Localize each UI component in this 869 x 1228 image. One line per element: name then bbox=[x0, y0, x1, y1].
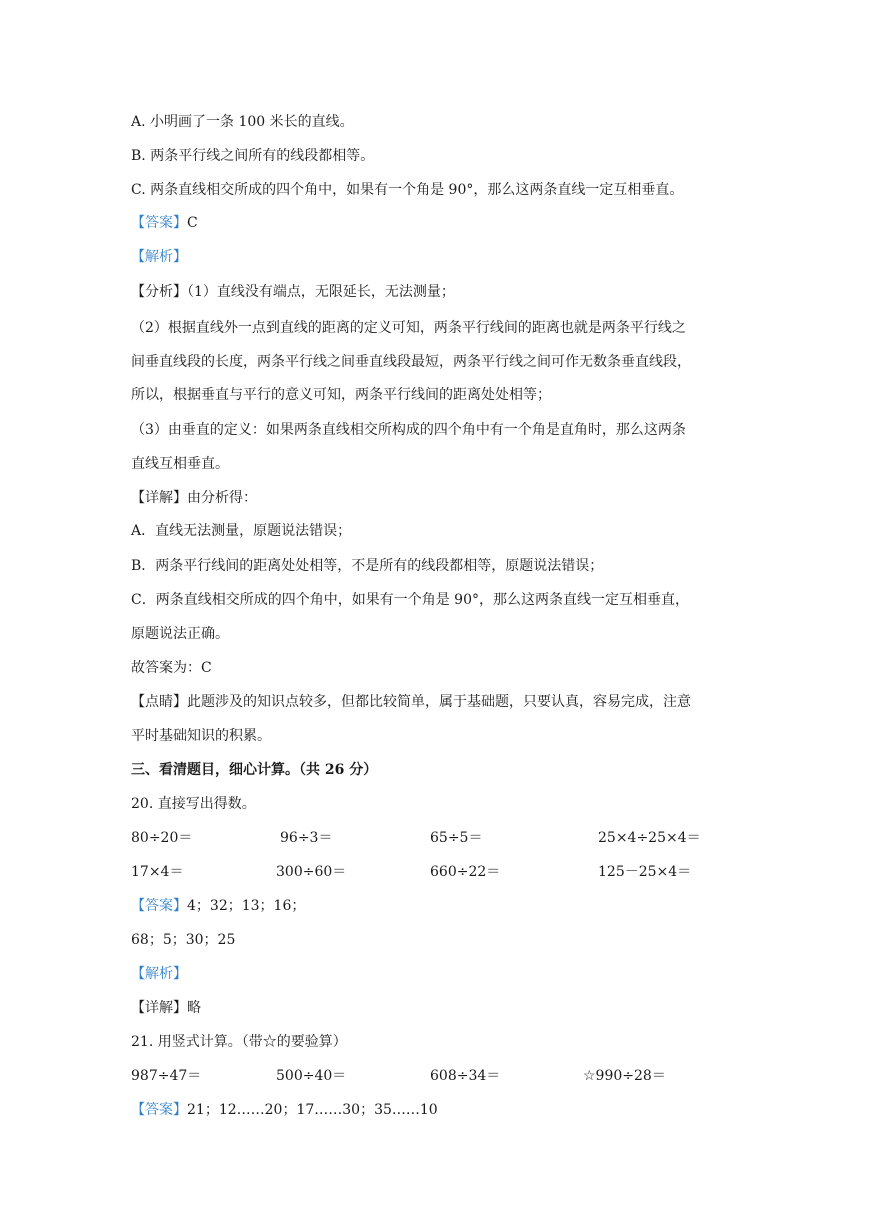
fenxi-line-3: 间垂直线段的长度，两条平行线之间垂直线段最短，两条平行线之间可作无数条垂直线段， bbox=[131, 354, 691, 370]
option-c: C. 两条直线相交所成的四个角中，如果有一个角是 90°，那么这两条直线一定互相垂直。 bbox=[131, 182, 684, 198]
answer-label: 【答案】 bbox=[131, 1102, 187, 1118]
answer-value: 21；12……20；17……30；35……10 bbox=[187, 1102, 438, 1118]
fenxi-line-1: 【分析】（1）直线没有端点，无限延长，无法测量； bbox=[131, 284, 455, 300]
q20-analysis-heading bbox=[131, 964, 751, 984]
detail-line-2: A．直线无法测量，原题说法错误； bbox=[131, 523, 352, 539]
dianjing-line-2: 平时基础知识的积累。 bbox=[131, 728, 271, 744]
q21-problem: 500÷40＝ bbox=[276, 1068, 347, 1084]
analysis-label: 【解析】 bbox=[131, 966, 187, 982]
final-answer: 故答案为：C bbox=[131, 660, 212, 676]
q20-problem: 660÷22＝ bbox=[430, 864, 501, 880]
dianjing-line-1: 【点睛】此题涉及的知识点较多，但都比较简单，属于基础题，只要认真，容易完成，注意 bbox=[131, 694, 691, 710]
q20-problem: 17×4＝ bbox=[131, 864, 184, 880]
q20-title: 20. 直接写出得数。 bbox=[131, 796, 256, 812]
q20-problem: 80÷20＝ bbox=[131, 830, 193, 846]
q21-problem: ☆990÷28＝ bbox=[583, 1068, 666, 1084]
answer-label: 【答案】 bbox=[131, 215, 187, 231]
answer-value: 4；32；13；16； bbox=[187, 898, 306, 914]
fenxi-line-4: 所以，根据垂直与平行的意义可知，两条平行线间的距离处处相等； bbox=[131, 387, 551, 403]
q19-analysis-heading bbox=[131, 247, 751, 267]
q20-problem: 96÷3＝ bbox=[280, 830, 333, 846]
detail-line-4: C．两条直线相交所成的四个角中，如果有一个角是 90°，那么这两条直线一定互相垂直， bbox=[131, 592, 689, 608]
fenxi-line-2: （2）根据直线外一点到直线的距离的定义可知，两条平行线间的距离也就是两条平行线之 bbox=[131, 320, 686, 336]
q20-detail: 【详解】略 bbox=[131, 1000, 201, 1016]
analysis-label: 【解析】 bbox=[131, 249, 187, 265]
q20-problem: 125－25×4＝ bbox=[598, 864, 692, 880]
q19-answer bbox=[131, 213, 751, 233]
answer-label: 【答案】 bbox=[131, 898, 187, 914]
dianjing-label: 【点睛】 bbox=[131, 694, 187, 710]
detail-line-3: B．两条平行线间的距离处处相等，不是所有的线段都相等，原题说法错误； bbox=[131, 558, 604, 574]
q20-problem: 65÷5＝ bbox=[430, 830, 483, 846]
fenxi-line-5: （3）由垂直的定义：如果两条直线相交所构成的四个角中有一个角是直角时，那么这两条 bbox=[131, 422, 686, 438]
q20-problem: 300÷60＝ bbox=[276, 864, 347, 880]
section-title: 三、看清题目，细心计算。（共 26 分） bbox=[131, 762, 378, 778]
detail-line-5: 原题说法正确。 bbox=[131, 626, 229, 642]
answer-value: C bbox=[187, 215, 198, 231]
q21-problem: 987÷47＝ bbox=[131, 1068, 202, 1084]
detail-line-1: 【详解】由分析得： bbox=[131, 490, 257, 506]
fenxi-line-6: 直线互相垂直。 bbox=[131, 456, 229, 472]
q20-problem: 25×4÷25×4＝ bbox=[598, 830, 701, 846]
option-b: B. 两条平行线之间所有的线段都相等。 bbox=[131, 148, 375, 164]
option-a: A. 小明画了一条 100 米长的直线。 bbox=[131, 114, 354, 130]
q21-answer bbox=[131, 1100, 751, 1120]
q21-title: 21. 用竖式计算。（带☆的要验算） bbox=[131, 1034, 347, 1050]
q20-answer bbox=[131, 896, 751, 916]
q20-answer-line-2: 68；5；30；25 bbox=[131, 932, 236, 948]
q21-problem: 608÷34＝ bbox=[430, 1068, 501, 1084]
detail-label: 【详解】 bbox=[131, 1000, 187, 1016]
detail-label: 【详解】 bbox=[131, 490, 187, 506]
fenxi-label: 【分析】 bbox=[131, 284, 187, 300]
